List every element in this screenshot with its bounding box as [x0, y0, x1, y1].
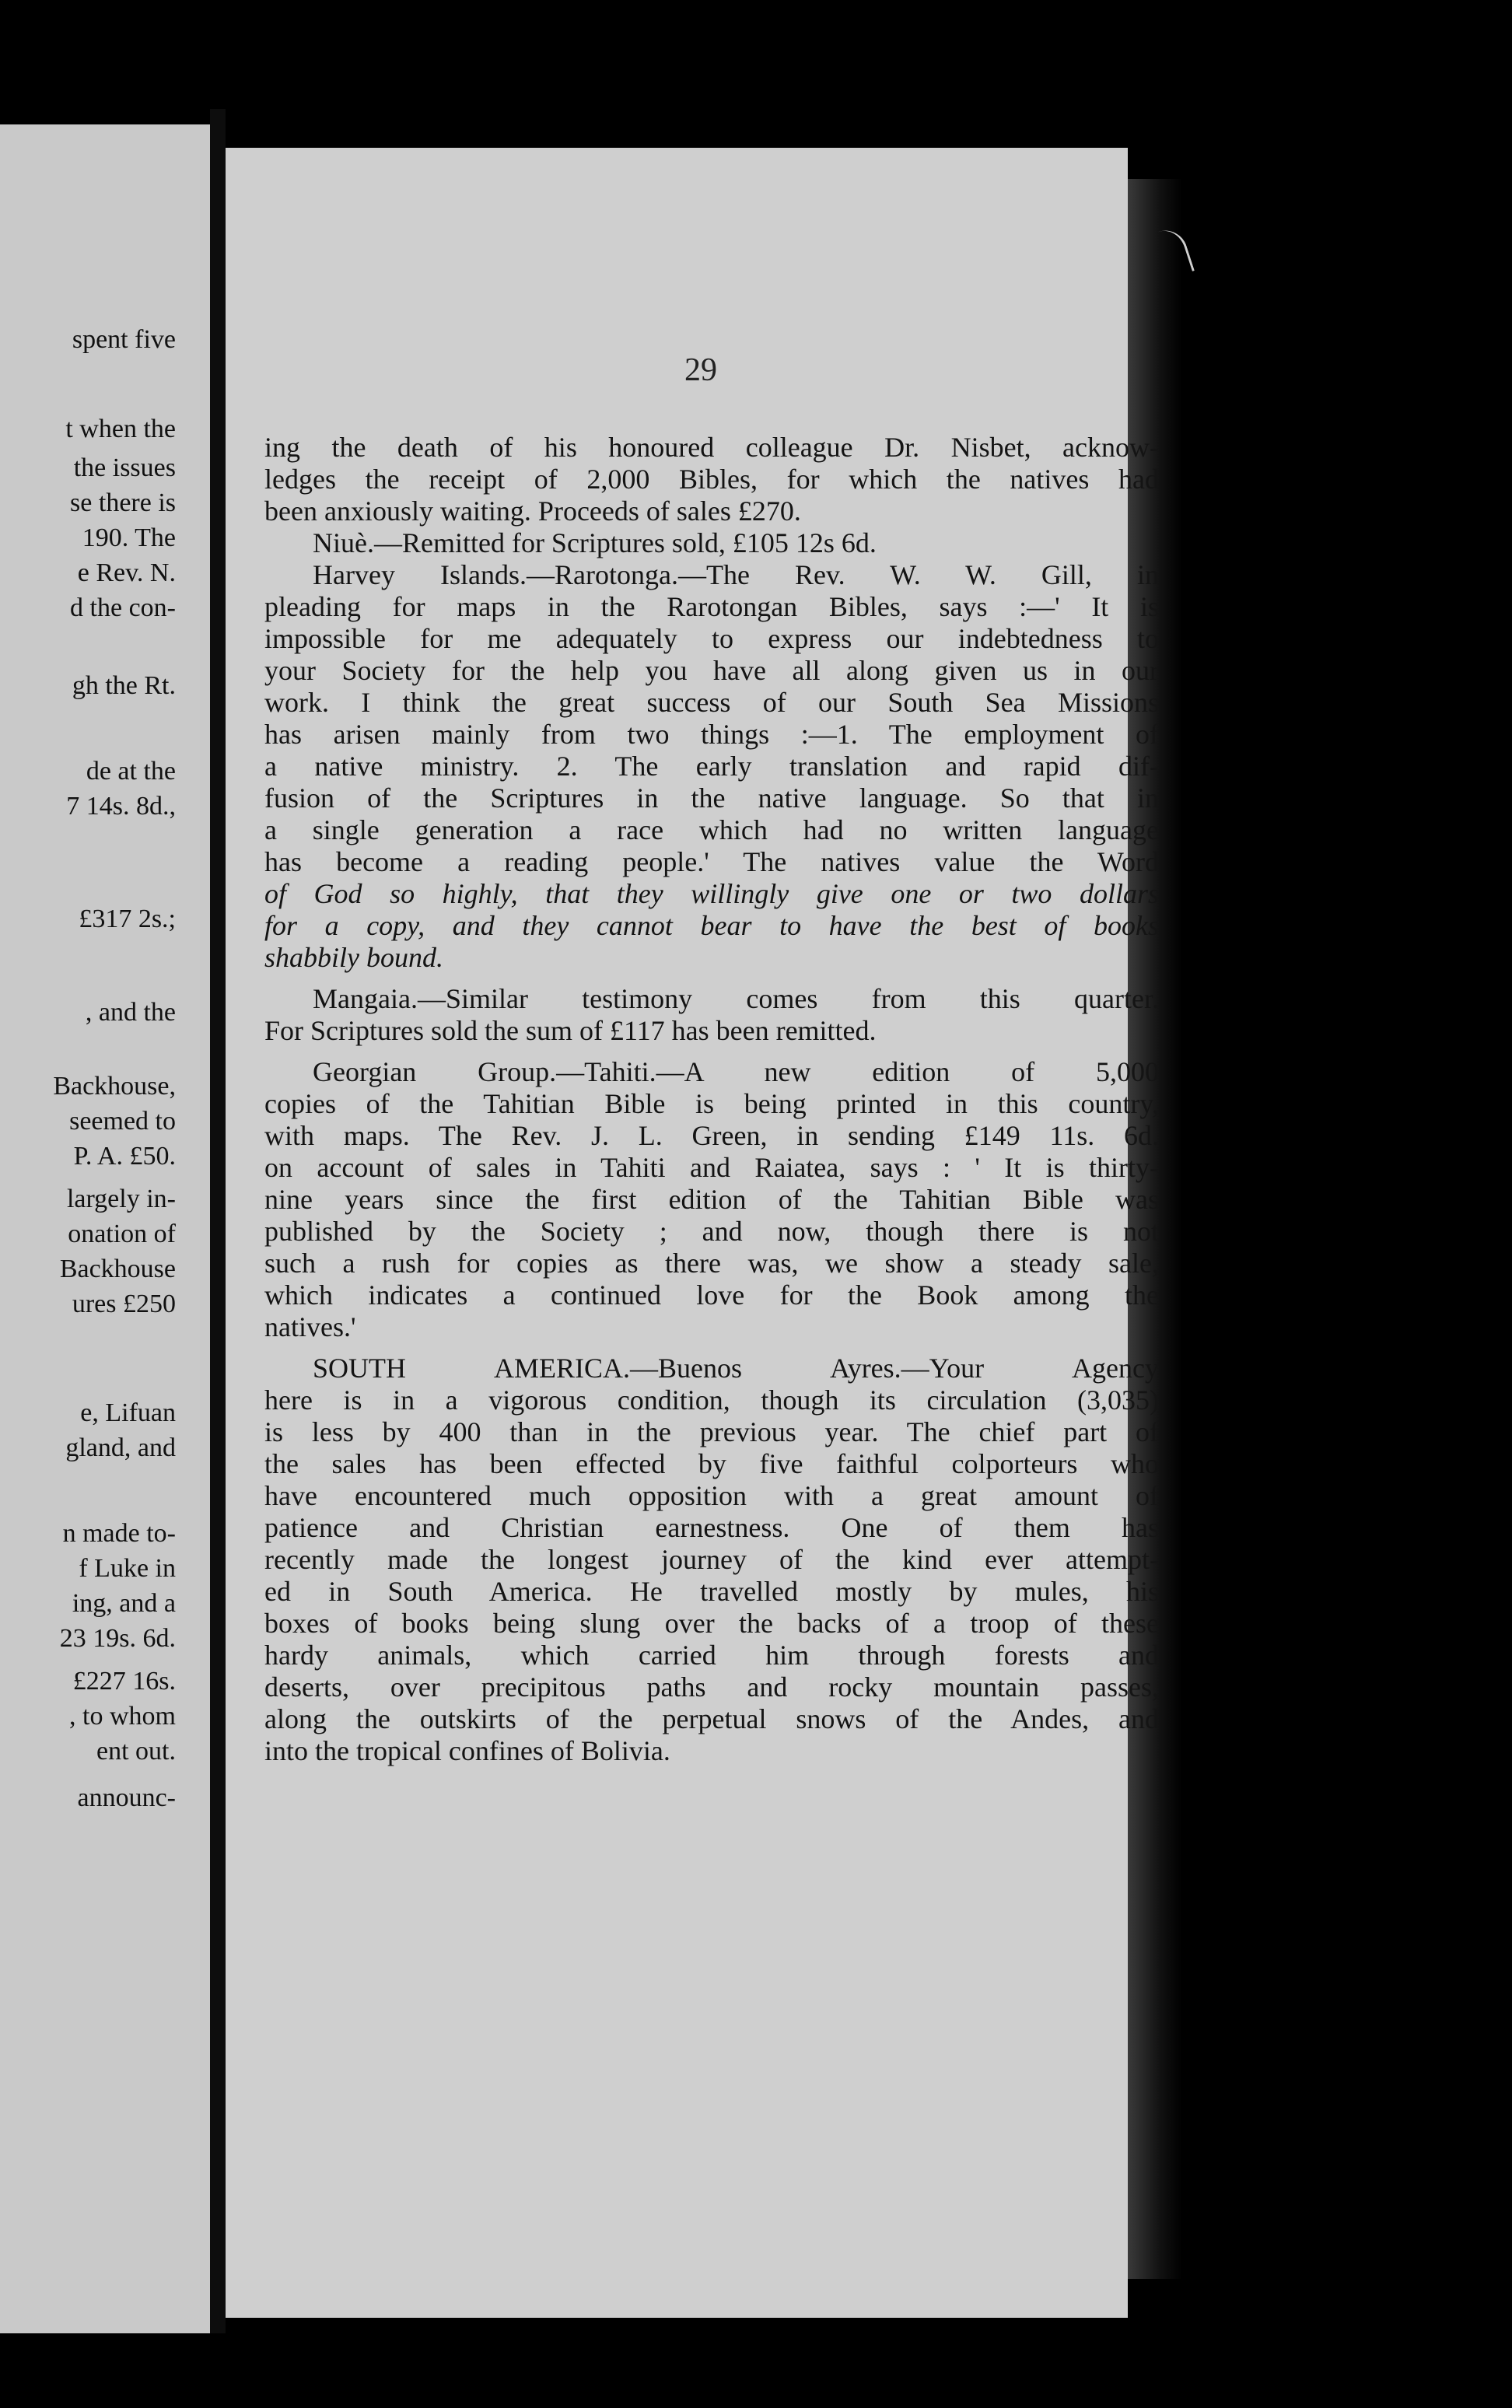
- text-line-niue: [264, 527, 1159, 559]
- text-line: natives.': [264, 1311, 356, 1342]
- left-page-text-fragment: de at the: [86, 757, 176, 786]
- text-line: ing the death of his honoured colleague Dr. Nisbet, acknow-: [264, 432, 1159, 463]
- text-line: ledges the receipt of 2,000 Bibles, for which the natives had: [264, 464, 1159, 495]
- text-line: published by the Society ; and now, though there is not: [264, 1216, 1159, 1247]
- text-line: with maps. The Rev. J. L. Green, in sending £149 11s. 6d.: [264, 1120, 1159, 1151]
- text-line: such a rush for copies as there was, we show a steady sale,: [264, 1248, 1159, 1279]
- text-line: been anxiously waiting. Proceeds of sales £270.: [264, 495, 801, 527]
- left-page-text-fragment: e, Lifuan: [80, 1398, 176, 1427]
- left-page-text-fragment: spent five: [72, 325, 176, 354]
- text-line: here is in a vigorous condition, though its circulation (3,035): [264, 1384, 1159, 1416]
- left-page-text-fragment: n made to-: [62, 1519, 176, 1548]
- text-line: impossible for me adequately to express our indebtedness to: [264, 623, 1159, 654]
- text-line: Georgian Group.—Tahiti.—A new edition of 5,000: [313, 1056, 1159, 1087]
- text-line: fusion of the Scriptures in the native language. So that in: [264, 782, 1159, 814]
- page-body-text: [264, 432, 1159, 1767]
- left-page-text-fragment: £227 16s.: [72, 1667, 176, 1696]
- text-line: hardy animals, which carried him through forests and: [264, 1640, 1159, 1671]
- text-line: nine years since the first edition of the Tahitian Bible was: [264, 1184, 1159, 1215]
- book-gutter: [210, 109, 226, 2333]
- left-page-text-fragment: Backhouse: [59, 1255, 176, 1283]
- left-page-text-fragment: se there is: [70, 488, 176, 517]
- text-line: Mangaia.—Similar testimony comes from this quarter.: [313, 983, 1159, 1014]
- text-line: along the outskirts of the perpetual snows of the Andes, and: [264, 1703, 1159, 1734]
- left-page-text-fragment: e Rev. N.: [77, 558, 176, 587]
- left-page-text-fragment: onation of: [68, 1220, 176, 1248]
- left-page-fragment: [0, 124, 210, 2333]
- left-page-text-fragment: f Luke in: [79, 1554, 176, 1583]
- text-line: pleading for maps in the Rarotongan Bibles, says :—' It is: [264, 591, 1159, 622]
- left-page-text-fragment: 23 19s. 6d.: [59, 1624, 176, 1653]
- left-page-text-fragment: 190. The: [82, 523, 176, 552]
- section-heading-south-america: SOUTH AMERICA.—Buenos Ayres.—Your Agency: [313, 1353, 1159, 1384]
- left-page-text-fragment: d the con-: [70, 593, 176, 622]
- text-line: ed in South America. He travelled mostly by mules, his: [264, 1576, 1159, 1607]
- text-line: deserts, over precipitous paths and rocky mountain passes,: [264, 1671, 1159, 1703]
- left-page-text-fragment: gh the Rt.: [72, 671, 176, 700]
- text-line: your Society for the help you have all along given us in our: [264, 655, 1159, 686]
- text-line: of God so highly, that they willingly give one or two dollars: [264, 878, 1159, 909]
- left-page-text-fragment: largely in-: [66, 1185, 176, 1213]
- text-line: has arisen mainly from two things :—1. The employment of: [264, 719, 1159, 750]
- text-line: have encountered much opposition with a great amount of: [264, 1480, 1159, 1511]
- left-page-text-fragment: announc-: [77, 1783, 176, 1812]
- text-line: on account of sales in Tahiti and Raiatea, says : ' It is thirty-: [264, 1152, 1159, 1183]
- text-line: a native ministry. 2. The early translation and rapid dif-: [264, 751, 1159, 782]
- text-line: is less by 400 than in the previous year. The chief part of: [264, 1416, 1159, 1447]
- left-page-text-fragment: ures £250: [72, 1290, 176, 1318]
- text-line: which indicates a continued love for the Book among the: [264, 1279, 1159, 1311]
- text-line: For Scriptures sold the sum of £117 has been remitted.: [264, 1015, 877, 1046]
- text-line: Harvey Islands.—Rarotonga.—The Rev. W. W. Gill, in: [313, 559, 1159, 590]
- left-page-text-fragment: , to whom: [69, 1702, 176, 1731]
- left-page-text-fragment: , and the: [85, 998, 176, 1027]
- text-line: the sales has been effected by five faithful colporteurs who: [264, 1448, 1159, 1479]
- text-line: patience and Christian earnestness. One of them has: [264, 1512, 1159, 1543]
- text-line: recently made the longest journey of the kind ever attempt-: [264, 1544, 1159, 1575]
- text-line: a single generation a race which had no written language: [264, 814, 1159, 845]
- left-page-text-fragment: ent out.: [96, 1737, 176, 1766]
- text-line: copies of the Tahitian Bible is being printed in this country,: [264, 1088, 1159, 1119]
- left-page-text-fragment: seemed to: [69, 1107, 176, 1136]
- left-page-text-fragment: t when the: [65, 415, 176, 443]
- left-page-text-fragment: P. A. £50.: [73, 1142, 176, 1171]
- text-line: for a copy, and they cannot bear to have the best of books: [264, 910, 1159, 941]
- text-line: into the tropical confines of Bolivia.: [264, 1735, 670, 1766]
- left-page-text-fragment: 7 14s. 8d.,: [66, 792, 176, 821]
- left-page-text-fragment: gland, and: [65, 1433, 176, 1462]
- left-page-text-fragment: £317 2s.;: [79, 905, 176, 933]
- text-line: Niuè.—Remitted for Scriptures sold, £105 12s 6d.: [313, 527, 877, 558]
- left-page-text-fragment: ing, and a: [72, 1589, 176, 1618]
- text-line: shabbily bound.: [264, 942, 443, 973]
- text-line: work. I think the great success of our South Sea Missions: [264, 687, 1159, 718]
- text-line: boxes of books being slung over the backs of a troop of these: [264, 1608, 1159, 1639]
- text-line: has become a reading people.' The natives value the Word: [264, 846, 1159, 877]
- page-number: 29: [684, 352, 717, 388]
- left-page-text-fragment: the issues: [73, 453, 176, 482]
- left-page-text-fragment: Backhouse,: [53, 1072, 176, 1101]
